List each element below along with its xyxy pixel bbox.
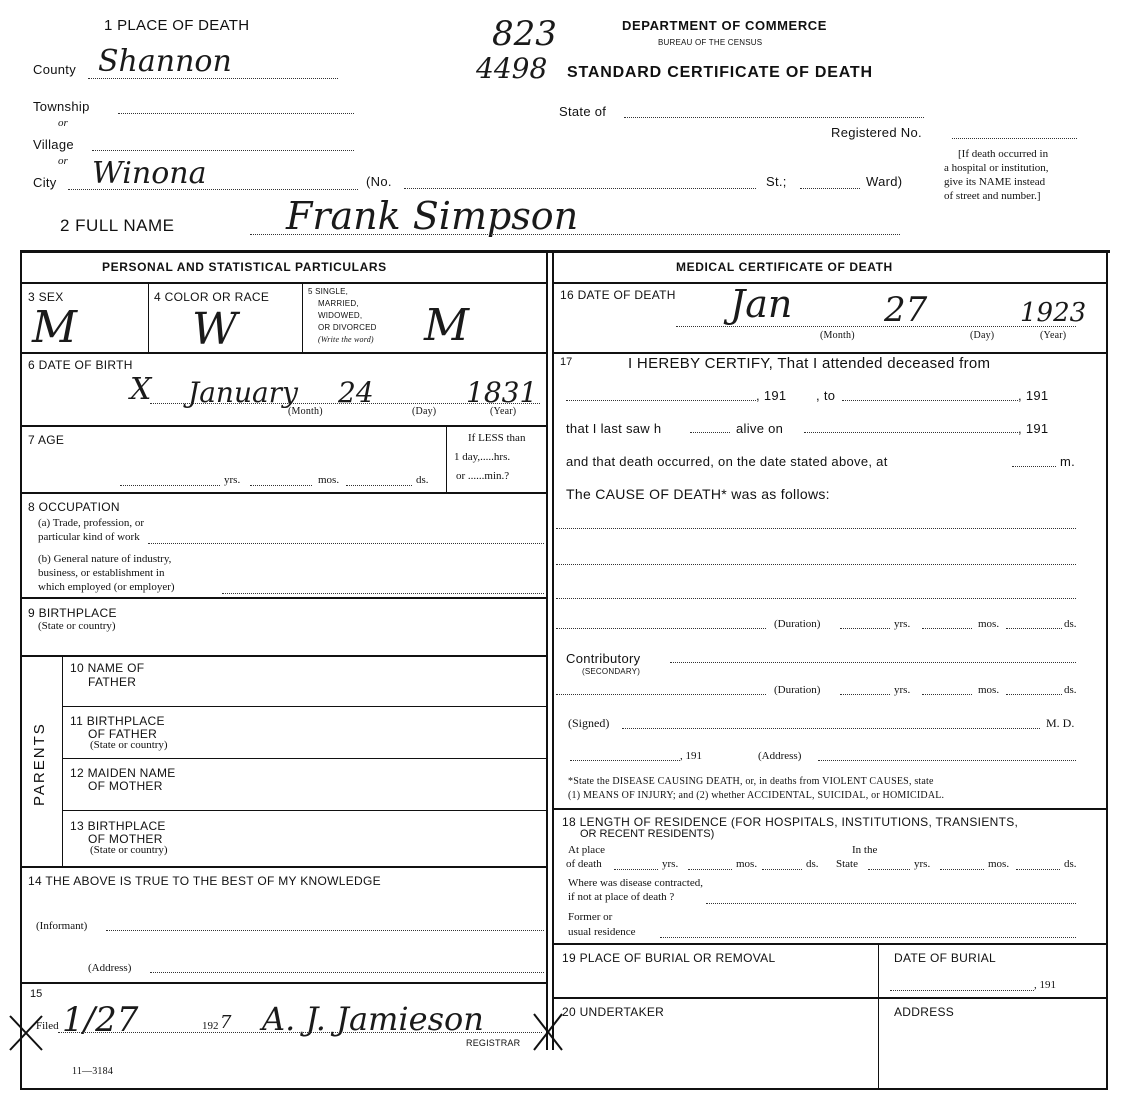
personal-section-title: PERSONAL AND STATISTICAL PARTICULARS xyxy=(102,260,387,274)
contributory-label: Contributory xyxy=(566,651,641,666)
dob-year: 1831 xyxy=(466,376,538,409)
dob-mark: X xyxy=(130,372,152,407)
undertaker-label: 20 UNDERTAKER xyxy=(562,1005,665,1019)
color-race-value: W xyxy=(192,304,238,355)
dod-year: 1923 xyxy=(1020,298,1087,328)
bureau-label: BUREAU OF THE CENSUS xyxy=(658,38,763,47)
street-number-label: (No. xyxy=(366,174,392,189)
dod-month: Jan xyxy=(730,282,793,326)
marital-status-value: M xyxy=(424,300,470,351)
cross-mark-right-icon xyxy=(530,1010,566,1054)
place-of-death-label: 1 PLACE OF DEATH xyxy=(104,17,250,34)
parents-label: PARENTS xyxy=(31,722,48,806)
registrar-signature: A. J. Jamieson xyxy=(262,1000,484,1038)
length-of-residence-label: 18 LENGTH OF RESIDENCE (FOR HOSPITALS, INSTITUTIONS, TRANSIENTS, xyxy=(562,815,1019,829)
registered-number-label: Registered No. xyxy=(831,125,922,140)
registration-number-handwritten: 4498 xyxy=(476,52,548,85)
full-name-label: 2 FULL NAME xyxy=(60,216,175,235)
date-of-burial-label: DATE OF BURIAL xyxy=(894,951,996,965)
city-label: City xyxy=(33,175,57,190)
place-of-burial-label: 19 PLACE OF BURIAL OR REMOVAL xyxy=(562,951,776,965)
color-race-label: 4 COLOR OR RACE xyxy=(154,290,270,304)
file-number: 823 xyxy=(492,14,557,54)
city-value: Winona xyxy=(92,156,207,191)
certificate-title: STANDARD CERTIFICATE OF DEATH xyxy=(567,64,873,81)
street-label: St.; xyxy=(766,174,787,189)
county-label: County xyxy=(33,62,76,77)
informant-certification-label: 14 THE ABOVE IS TRUE TO THE BEST OF MY KNOWLEDGE xyxy=(28,874,381,888)
dob-month: January xyxy=(188,376,298,409)
county-value: Shannon xyxy=(98,44,232,79)
filed-label: Filed xyxy=(36,1020,59,1032)
village-label: Village xyxy=(33,137,74,152)
ward-label: Ward) xyxy=(866,174,903,189)
age-label: 7 AGE xyxy=(28,433,65,447)
medical-section-title: MEDICAL CERTIFICATE OF DEATH xyxy=(676,260,893,274)
filed-date: 1/27 xyxy=(62,1000,139,1040)
undertaker-address-label: ADDRESS xyxy=(894,1005,955,1019)
sex-label: 3 SEX xyxy=(28,290,64,304)
full-name-value: Frank Simpson xyxy=(286,194,579,238)
dob-day: 24 xyxy=(338,376,374,409)
dod-day: 27 xyxy=(884,290,928,330)
cross-mark-left-icon xyxy=(6,1012,46,1054)
form-number: 11—3184 xyxy=(72,1066,114,1077)
date-of-death-label: 16 DATE OF DEATH xyxy=(560,288,676,302)
cause-footnote-2: (1) MEANS OF INJURY; and (2) whether ACCIDENTAL, SUICIDAL, or HOMICIDAL. xyxy=(568,790,945,801)
date-of-birth-label: 6 DATE OF BIRTH xyxy=(28,358,133,372)
cause-footnote-1: *State the DISEASE CAUSING DEATH, or, in deaths from VIOLENT CAUSES, state xyxy=(568,776,934,787)
sex-value: M xyxy=(32,302,78,353)
certify-statement: I HEREBY CERTIFY, That I attended deceased from xyxy=(628,355,991,372)
department-label: DEPARTMENT OF COMMERCE xyxy=(622,18,828,33)
state-label: State of xyxy=(559,104,607,119)
birthplace-label: 9 BIRTHPLACE xyxy=(28,606,117,620)
occupation-label: 8 OCCUPATION xyxy=(28,500,120,514)
cause-of-death-label: The CAUSE OF DEATH* was as follows: xyxy=(566,486,830,502)
township-label: Township xyxy=(33,99,90,114)
